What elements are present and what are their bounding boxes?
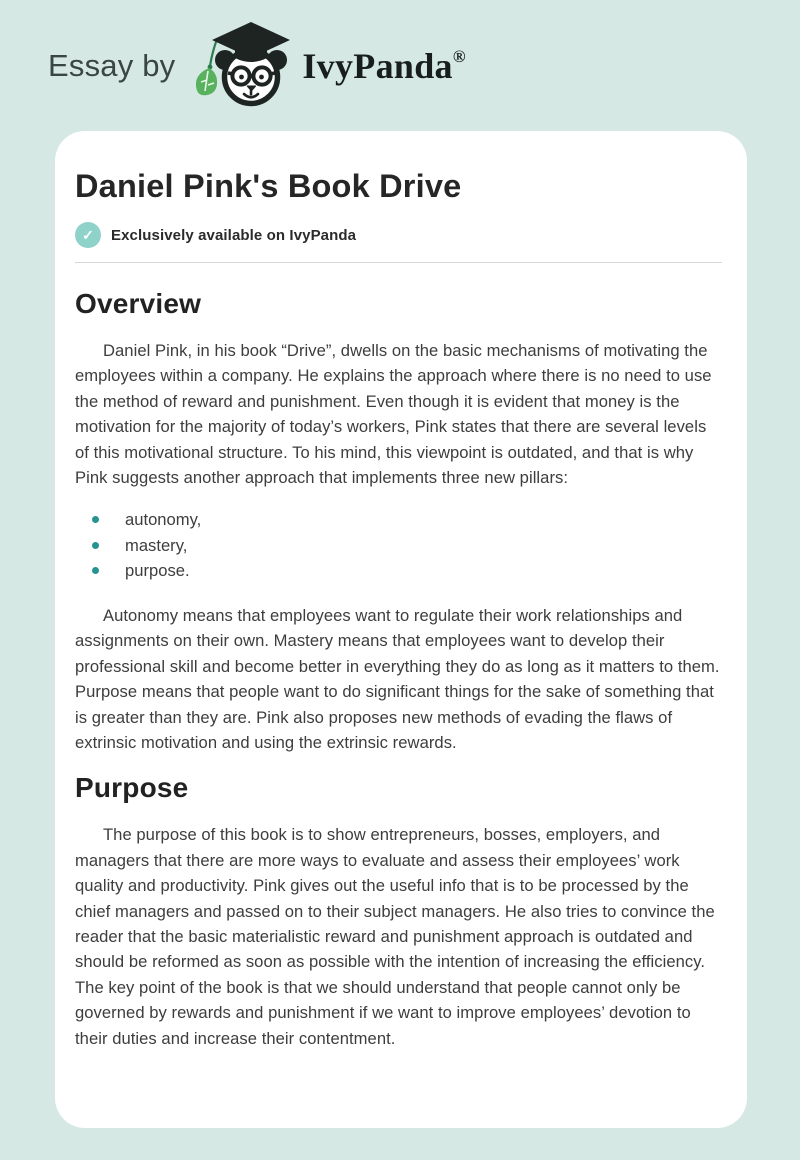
list-item [75, 507, 722, 533]
brand-wordmark [302, 45, 465, 87]
list-item-label: purpose. [125, 561, 190, 581]
ivypanda-logo-icon [189, 22, 294, 110]
overview-heading: Overview [75, 288, 202, 319]
divider [75, 262, 722, 263]
purpose-heading: Purpose [75, 772, 189, 804]
list-item-label: autonomy, [125, 510, 202, 530]
list-item-label: mastery, [125, 535, 188, 555]
overview-paragraph-2: Autonomy means that employees want to regulate their work relationships and assignments on their own. Mastery means that employees want to develop their professional skill and become better in everything they do as long as it matters to them. Purpose means that people want to do significant things for the sake of something that is greater than they are. Pink also proposes new methods of evading the flaws of extrinsic motivation and using the extrinsic rewards. [75, 605, 720, 752]
essay-card [55, 131, 747, 1128]
pillars-list [75, 507, 722, 584]
purpose-paragraph-1: The purpose of this book is to show entrepreneurs, bosses, employers, and managers that there are more ways to evaluate and assess their employees’ work quality and productivity. Pink gives out the useful info that is to be processed by the chief managers and passed on to their subject managers. He also tries to convince the reader that the basic materialistic reward and punishment approach is outdated and should be reformed as soon as possible with the intention of increasing the efficiency. The key point of the book is that we should understand that people cannot only be governed by rewards and punishment if we want to improve employees’ devotion to their duties and increase their contentment. [75, 825, 715, 1048]
list-item [75, 558, 722, 584]
check-icon: ✓ [75, 222, 101, 248]
site-header [0, 0, 800, 131]
list-item [75, 533, 722, 559]
essay-by-label: Essay by [48, 47, 176, 83]
registered-trademark: ® [452, 46, 466, 66]
page-title: Daniel Pink's Book Drive [75, 168, 462, 204]
badge-label: Exclusively available on IvyPanda [111, 226, 357, 244]
brand-name: IvyPanda [302, 45, 453, 86]
overview-paragraph-1: Daniel Pink, in his book “Drive”, dwells on the basic mechanisms of motivating the employees within a company. He explains the approach where there is no need to use the method of reward and punishment. Even though it is evident that money is the motivation for the majority of today’s workers, Pink states that there are several levels of this motivational structure. To his mind, this viewpoint is outdated, and that is why Pink suggests another approach that implements three new pillars: [75, 341, 712, 488]
exclusive-badge [75, 222, 722, 248]
